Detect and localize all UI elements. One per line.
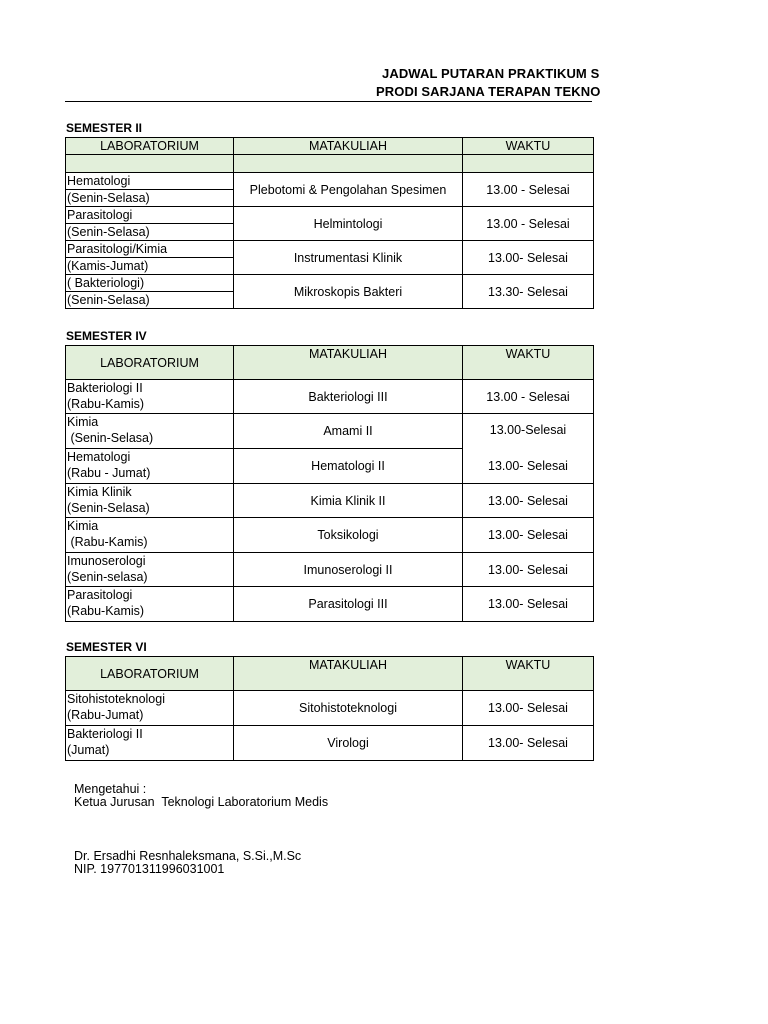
- header-laboratorium: LABORATORIUM: [66, 346, 234, 380]
- time-cell: 13.00- Selesai: [463, 691, 594, 726]
- lab-cell: [66, 414, 234, 449]
- lab-days: (Senin-Selasa): [66, 292, 234, 309]
- lab-days: (Rabu-Kamis): [67, 604, 145, 618]
- lab-days: (Rabu-Jumat): [67, 708, 144, 722]
- header-matakuliah: MATAKULIAH: [234, 346, 463, 380]
- course-cell: Helmintologi: [234, 207, 463, 241]
- lab-days: (Rabu-Kamis): [67, 397, 145, 411]
- lab-name: Parasitologi: [66, 207, 234, 224]
- course-cell: Sitohistoteknologi: [234, 691, 463, 726]
- time-cell: 13.00- Selesai: [463, 449, 594, 484]
- lab-name: Kimia: [67, 519, 99, 533]
- lab-name: Bakteriologi II: [67, 381, 143, 395]
- time-cell: 13.00- Selesai: [463, 726, 594, 761]
- page-title-line1: JADWAL PUTARAN PRAKTIKUM S: [382, 66, 600, 81]
- lab-days: (Senin-Selasa): [67, 501, 150, 515]
- course-cell: Amami II: [234, 414, 463, 449]
- semester-2-table: [65, 137, 594, 309]
- lab-name: Hematologi: [67, 450, 131, 464]
- lab-name: Parasitologi/Kimia: [66, 241, 234, 258]
- time-cell: 13.00 - Selesai: [463, 380, 594, 414]
- lab-name: Imunoserologi: [67, 554, 146, 568]
- lab-name: Bakteriologi II: [67, 727, 143, 741]
- lab-days: (Kamis-Jumat): [66, 258, 234, 275]
- lab-name: Kimia: [67, 415, 99, 429]
- signer-name: Dr. Ersadhi Resnhaleksmana, S.Si.,M.Sc: [74, 849, 302, 863]
- time-cell: 13.00- Selesai: [463, 518, 594, 553]
- header-matakuliah: MATAKULIAH: [234, 138, 463, 155]
- lab-name: Parasitologi: [67, 588, 133, 602]
- lab-days: (Senin-Selasa): [66, 224, 234, 241]
- header-laboratorium: LABORATORIUM: [66, 657, 234, 691]
- course-cell: Kimia Klinik II: [234, 484, 463, 518]
- lab-cell: [66, 518, 234, 553]
- semester-6-table: [65, 656, 594, 761]
- semester-2-label: SEMESTER II: [66, 121, 143, 135]
- course-cell: Toksikologi: [234, 518, 463, 553]
- semester-6-label: SEMESTER VI: [66, 640, 147, 654]
- semester-4-label: SEMESTER IV: [66, 329, 147, 343]
- lab-cell: [66, 587, 234, 622]
- header-matakuliah: MATAKULIAH: [234, 657, 463, 691]
- header-blank-cell: [66, 155, 234, 173]
- course-cell: Instrumentasi Klinik: [234, 241, 463, 275]
- time-cell: 13.30- Selesai: [463, 275, 594, 309]
- lab-cell: [66, 449, 234, 484]
- lab-cell: [66, 484, 234, 518]
- time-cell: 13.00-Selesai: [463, 414, 594, 449]
- header-waktu: WAKTU: [463, 657, 594, 691]
- header-blank-cell: [234, 155, 463, 173]
- lab-cell: [66, 691, 234, 726]
- page-title-line2: PRODI SARJANA TERAPAN TEKNO: [376, 84, 601, 99]
- header-waktu: WAKTU: [463, 138, 594, 155]
- lab-name: Sitohistoteknologi: [67, 692, 165, 706]
- header-blank-cell: [463, 155, 594, 173]
- course-cell: Hematologi II: [234, 449, 463, 484]
- signer-position: Ketua Jurusan Teknologi Laboratorium Medis: [74, 795, 329, 809]
- header-waktu: WAKTU: [463, 346, 594, 380]
- lab-days: (Senin-Selasa): [66, 190, 234, 207]
- lab-cell: [66, 380, 234, 414]
- semester-4-table: [65, 345, 594, 622]
- lab-cell: [66, 726, 234, 761]
- lab-name: Kimia Klinik: [67, 485, 132, 499]
- course-cell: Virologi: [234, 726, 463, 761]
- lab-days: (Senin-Selasa): [67, 431, 154, 445]
- course-cell: Plebotomi & Pengolahan Spesimen: [234, 173, 463, 207]
- lab-cell: [66, 553, 234, 587]
- lab-name: ( Bakteriologi): [66, 275, 234, 292]
- header-laboratorium: LABORATORIUM: [66, 138, 234, 155]
- title-divider: [65, 101, 592, 102]
- course-cell: Parasitologi III: [234, 587, 463, 622]
- lab-days: (Rabu-Kamis): [67, 535, 148, 549]
- signer-nip: NIP. 197701311996031001: [74, 862, 225, 876]
- lab-days: (Jumat): [67, 743, 110, 757]
- course-cell: Bakteriologi III: [234, 380, 463, 414]
- lab-name: Hematologi: [66, 173, 234, 190]
- time-cell: 13.00- Selesai: [463, 484, 594, 518]
- time-cell: 13.00- Selesai: [463, 241, 594, 275]
- course-cell: Imunoserologi II: [234, 553, 463, 587]
- course-cell: Mikroskopis Bakteri: [234, 275, 463, 309]
- lab-days: (Senin-selasa): [67, 570, 148, 584]
- time-cell: 13.00- Selesai: [463, 587, 594, 622]
- mengetahui-label: Mengetahui :: [74, 782, 147, 796]
- time-cell: 13.00 - Selesai: [463, 173, 594, 207]
- lab-days: (Rabu - Jumat): [67, 466, 151, 480]
- time-cell: 13.00- Selesai: [463, 553, 594, 587]
- time-cell: 13.00 - Selesai: [463, 207, 594, 241]
